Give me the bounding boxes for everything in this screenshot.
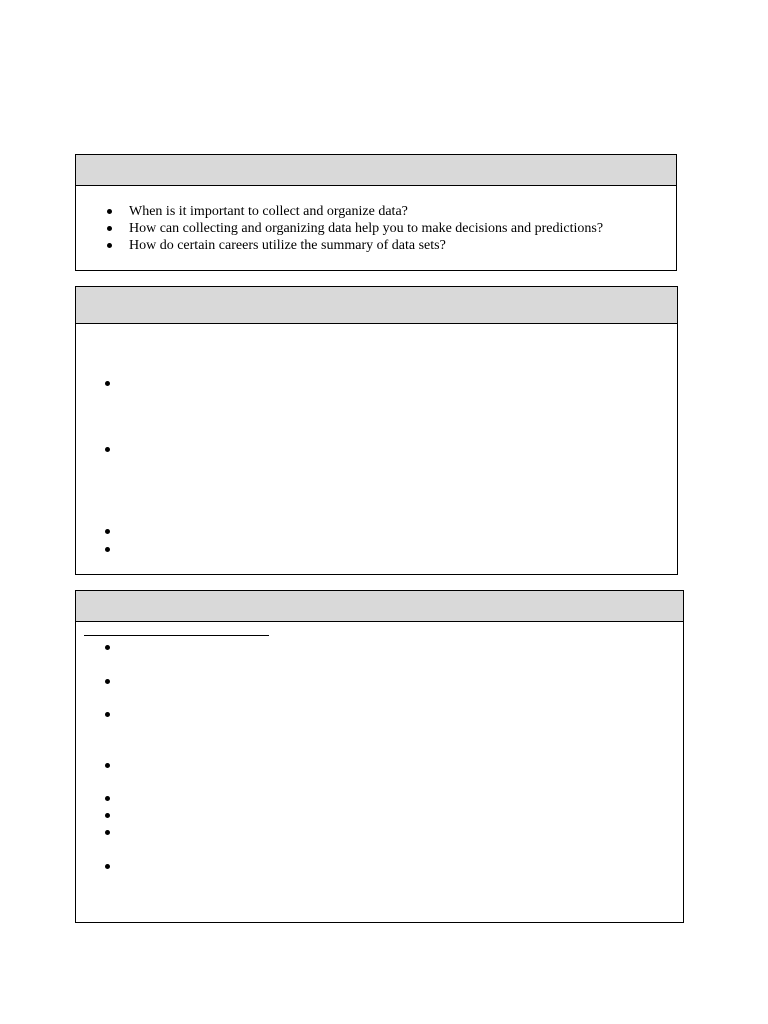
bullet-dot: [105, 796, 110, 801]
bullet-dot: [105, 381, 110, 386]
third-section-box: [75, 590, 684, 923]
bullet-dot: [107, 243, 112, 248]
bullet-dot: [105, 547, 110, 552]
third-section-header: [76, 591, 683, 622]
bullet-dot: [107, 209, 112, 214]
bullet-dot: [105, 763, 110, 768]
second-section-header: [76, 287, 677, 324]
question-text-1: When is it important to collect and organize data?: [129, 204, 408, 219]
bullet-dot: [105, 830, 110, 835]
bullet-dot: [105, 645, 110, 650]
essential-questions-box: [75, 154, 677, 271]
essential-questions-header: [76, 155, 676, 186]
bullet-dot: [105, 712, 110, 717]
bullet-dot: [105, 864, 110, 869]
bullet-dot: [107, 226, 112, 231]
question-text-2: How can collecting and organizing data help you to make decisions and predictions?: [129, 221, 604, 236]
bullet-dot: [105, 529, 110, 534]
bullet-dot: [105, 447, 110, 452]
second-section-box: [75, 286, 678, 575]
question-text-3: How do certain careers utilize the summary of data sets?: [129, 238, 446, 253]
underline-blank: [84, 635, 269, 636]
bullet-dot: [105, 679, 110, 684]
bullet-dot: [105, 813, 110, 818]
